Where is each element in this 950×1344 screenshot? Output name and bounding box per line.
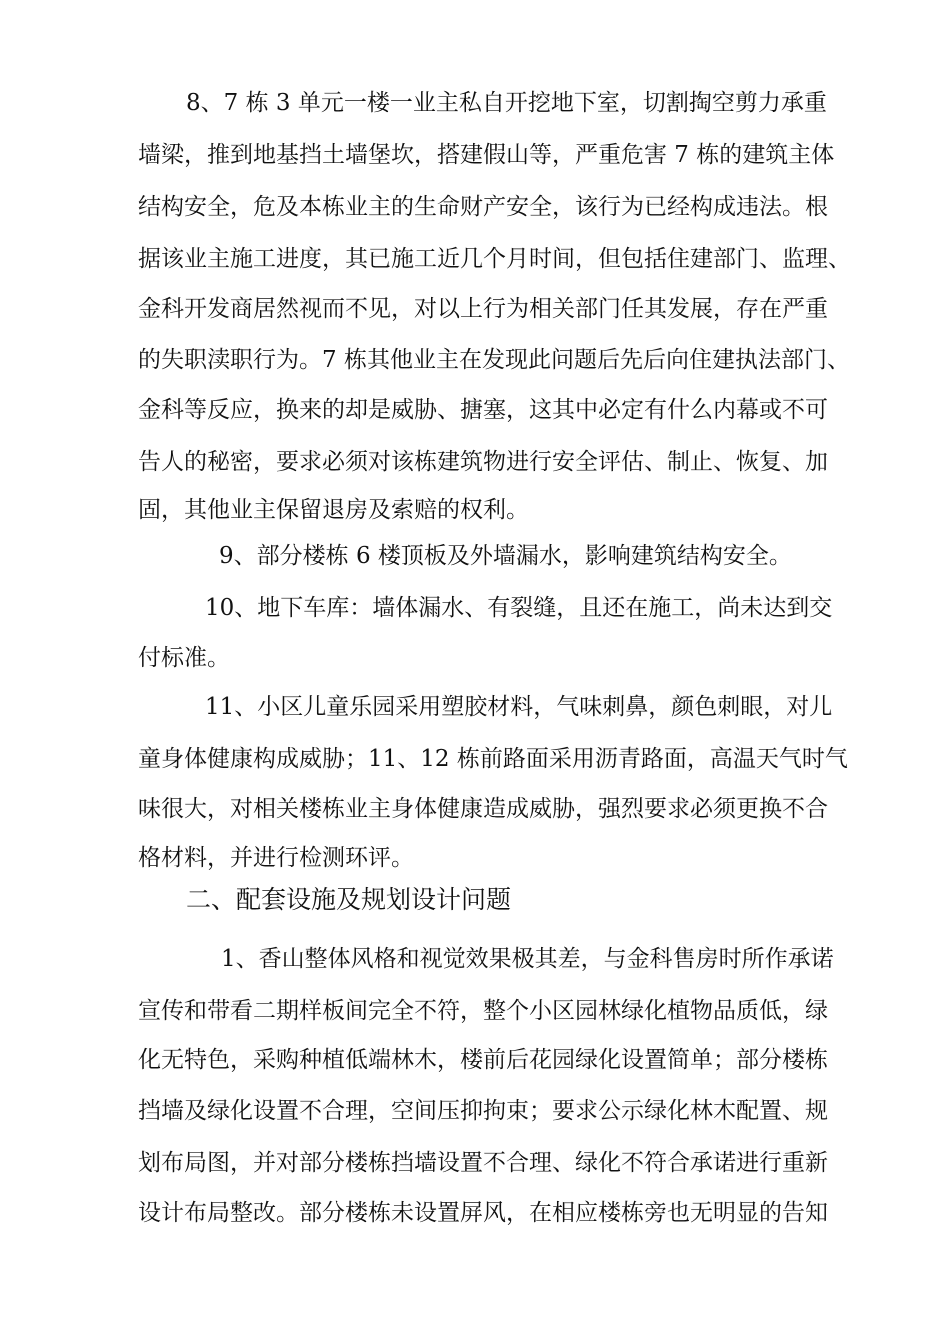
paragraph-11-line-1: 11、小区儿童乐园采用塑胶材料，气味刺鼻，颜色刺眼，对儿: [205, 694, 833, 720]
paragraph-8-line-8: 告人的秘密，要求必须对该栋建筑物进行安全评估、制止、恢复、加: [138, 449, 828, 475]
paragraph-8-line-5: 金科开发商居然视而不见，对以上行为相关部门任其发展，存在严重: [138, 296, 828, 322]
section-2-paragraph-1-line-6: 设计布局整改。部分楼栋未设置屏风，在相应楼栋旁也无明显的告知: [138, 1200, 828, 1226]
paragraph-11-line-2: 童身体健康构成威胁；11、12 栋前路面采用沥青路面，高温天气时气: [138, 746, 848, 772]
section-2-paragraph-1-line-4: 挡墙及绿化设置不合理，空间压抑拘束；要求公示绿化林木配置、规: [138, 1098, 828, 1124]
paragraph-10-line-1: 10、地下车库：墙体漏水、有裂缝，且还在施工，尚未达到交: [205, 595, 833, 621]
paragraph-8-line-3: 结构安全，危及本栋业主的生命财产安全，该行为已经构成违法。根: [138, 194, 828, 220]
paragraph-8-line-6: 的失职渎职行为。7 栋其他业主在发现此问题后先后向住建执法部门、: [138, 347, 850, 373]
paragraph-8-line-9: 固，其他业主保留退房及索赔的权利。: [138, 497, 529, 523]
paragraph-9-line-1: 9、部分楼栋 6 楼顶板及外墙漏水，影响建筑结构安全。: [219, 543, 792, 569]
paragraph-11-line-3: 味很大，对相关楼栋业主身体健康造成威胁，强烈要求必须更换不合: [138, 796, 828, 822]
paragraph-8-line-4: 据该业主施工进度，其已施工近几个月时间，但包括住建部门、监理、: [138, 246, 851, 272]
paragraph-8-line-2: 墙梁，推到地基挡土墙堡坎，搭建假山等，严重危害 7 栋的建筑主体: [138, 142, 835, 168]
paragraph-8-line-1: 8、7 栋 3 单元一楼一业主私自开挖地下室，切割掏空剪力承重: [186, 90, 827, 116]
section-heading-2: 二、配套设施及规划设计问题: [186, 885, 512, 914]
section-2-paragraph-1-line-1: 1、香山整体风格和视觉效果极其差，与金科售房时所作承诺: [221, 946, 834, 972]
paragraph-10-line-2: 付标准。: [138, 645, 230, 671]
section-2-paragraph-1-line-2: 宣传和带看二期样板间完全不符，整个小区园林绿化植物品质低，绿: [138, 998, 828, 1024]
paragraph-11-line-4: 格材料，并进行检测环评。: [138, 845, 414, 871]
section-2-paragraph-1-line-3: 化无特色，采购种植低端林木，楼前后花园绿化设置简单；部分楼栋: [138, 1047, 828, 1073]
paragraph-8-line-7: 金科等反应，换来的却是威胁、搪塞，这其中必定有什么内幕或不可: [138, 397, 828, 423]
section-2-paragraph-1-line-5: 划布局图，并对部分楼栋挡墙设置不合理、绿化不符合承诺进行重新: [138, 1150, 828, 1176]
